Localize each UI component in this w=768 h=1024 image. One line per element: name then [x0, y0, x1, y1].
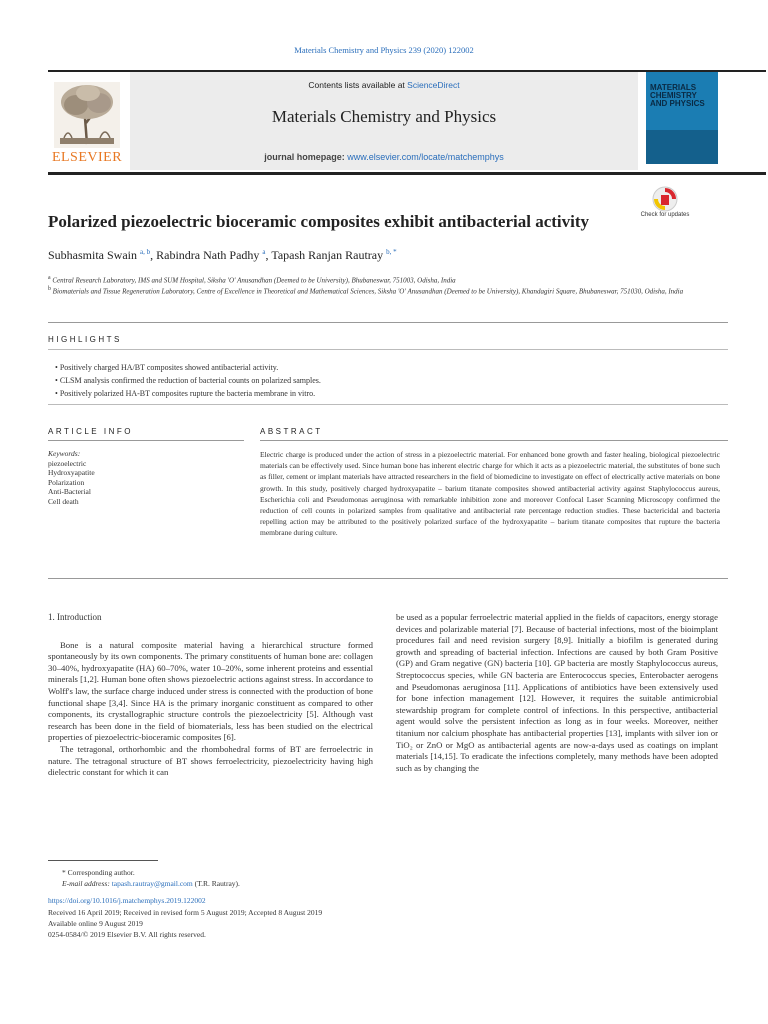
check-for-updates-label[interactable]: Check for updates — [640, 212, 690, 218]
corresponding-author-note: * Corresponding author. — [62, 868, 135, 877]
author-name[interactable]: Subhasmita Swain — [48, 248, 137, 262]
body-paragraph: The tetragonal, orthorhombic and the rhombohedral forms of BT are ferroelectric in nature. The tetragonal structure of BT shows ferroelectricity, piezoelectricity having high dielectric constant for which it can — [48, 743, 373, 778]
highlight-item: • Positively polarized HA-BT composites rupture the bacteria membrane in vitro. — [55, 389, 316, 398]
section-divider — [260, 440, 728, 441]
affiliation-mark: a — [48, 275, 51, 281]
elsevier-wordmark: ELSEVIER — [51, 150, 123, 165]
journal-reference-link[interactable]: Materials Chemistry and Physics 239 (2020) 122002 — [294, 45, 474, 55]
keywords-list — [48, 449, 244, 507]
body-column-left — [48, 612, 373, 779]
section-heading-introduction: 1. Introduction — [48, 612, 102, 622]
sciencedirect-link[interactable]: ScienceDirect — [407, 80, 460, 90]
doi-link[interactable]: https://doi.org/10.1016/j.matchemphys.2019.122002 — [48, 896, 206, 906]
author-list: Subhasmita Swain $^{a, b}$, Rabindra Nath Padhy $^a$, Tapash Ranjan Rautray $^{b, *}$ — [48, 248, 397, 262]
keywords-heading: Keywords: — [48, 449, 81, 458]
highlight-text: Positively charged HA/BT composites showed antibacterial activity. — [59, 363, 279, 372]
highlight-text: CLSM analysis confirmed the reduction of bacterial counts on polarized samples. — [59, 376, 321, 385]
highlight-item: • CLSM analysis confirmed the reduction of bacterial counts on polarized samples. — [55, 376, 321, 385]
email-line — [62, 878, 728, 889]
header-rule-bottom — [48, 172, 766, 175]
available-online-date: Available online 9 August 2019 — [48, 918, 143, 928]
cover-title: MATERIALS CHEMISTRY AND PHYSICS — [650, 83, 705, 108]
journal-homepage-link[interactable]: www.elsevier.com/locate/matchemphys — [347, 152, 504, 162]
contents-prefix: Contents lists available at — [308, 80, 408, 90]
body-paragraph: be used as a popular ferroelectric material applied in the fields of capacitors, energy storage devices and polarizable material [7]. Because of bacterial infections, most of the bioimplant procedures fail and need revision surgery [8,9]. Initially a biofilm is generated during growth and spreading of bacterial infection. Infections are caused by both Gram Positive (GP) and Gram negative (GN) bacteria [10]. GP bacteria are mostly Staphylococcus aureus, Streptococcus species, while GN bacteria are Enterococcus species, Enterobacter aerogens and Pseudomonas aeruginosa [11]. Applications of antibiotics have been extensively used for bone infection management [12]. However, it requires the suitable antimicrobial stewardship program for complete control of infections. In this perspective, antibacterial agent would solve the persistent infection as long as in four weeks. Moreover, neither titanium nor calcium phosphate has antibacterial properties [13], implants with silver ion or TiO₂ or ZnO or MgO as antibacterial agents are now-a-days used as coatings on implant materials [14,15]. To eradicate the infections completely, many methods have been adopted such as by changing the — [396, 612, 718, 773]
author-affiliation-mark[interactable]: b, * — [386, 248, 397, 256]
section-divider — [48, 578, 728, 579]
highlights-heading: HIGHLIGHTS — [48, 335, 122, 344]
keyword[interactable]: Anti-Bacterial — [48, 487, 91, 497]
section-divider — [48, 440, 244, 441]
section-divider — [48, 404, 728, 405]
abstract-body: Electric charge is produced under the action of stress in a piezoelectric material. For enhanced bone growth and faster healing, biological piezoelectric materials can be effectively used. Since human bone has inherent electric charge for which it acts as a piezoelectric material, the substitutes of bone such as filler, cement or implant materials have attracted researchers in the field of biomedicine to investigate on effect of electrically active materials on bone growth. In this study, positively charged hydroxyapatite – barium titanate composites showed antibacterial activity against Staphylococcus aureus, Escherichia coli and Pseudomonas aeruginosa with remarkable inhibition zone and moreover Confocal Laser Scanning Microscopy confirmed the reduction of cell counts in polarized samples from qualitative and antibacterial rate percentage reduction studies. These bactericidal and bacteria repelling action may be attributed to the positively polarized surface of the hydroxyapatite – barium titanate composites that rupture the bacteria membrane during culture. — [260, 450, 720, 538]
email-label: E-mail address: — [62, 879, 112, 889]
author-name[interactable]: Rabindra Nath Padhy — [156, 248, 260, 262]
article-title: Polarized piezoelectric bioceramic composites exhibit antibacterial activity — [48, 212, 590, 231]
highlight-text: Positively polarized HA-BT composites rupture the bacteria membrane in vitro. — [59, 389, 316, 398]
abstract-heading: ABSTRACT — [260, 427, 323, 436]
copyright-line: 0254-0584/© 2019 Elsevier B.V. All rights reserved. — [48, 930, 206, 940]
keyword[interactable]: Cell death — [48, 496, 79, 506]
cover-image-strip — [646, 130, 718, 164]
body-paragraph: Bone is a natural composite material having a hierarchical structure formed spontaneously by its own components. The primary constituents of human bone are: collagen 30–40%, hydroxyapatite (HA) 60–70%, water 10–20%, some inherent proteins and essential minerals [1,2]. Human bone often shows piezoelectric actions against stress. In accordance to Wolff's law, the surface charge induced under stress is connected with the production of bone functional shape [3,4]. Since HA is the primary inorganic constituent as compared to other components, its crystallographic structure controls the piezoelectricity [5]. Although vast research has been done in the field of biomaterials, less has been studied on the electrical properties of piezoelectric-bioceramic composites [6]. — [48, 639, 373, 743]
body-column-right — [396, 612, 718, 774]
email-link[interactable]: tapash.rautray@gmail.com — [111, 879, 193, 889]
highlight-item: • Positively charged HA/BT composites showed antibacterial activity. — [55, 363, 279, 372]
author-affiliation-mark[interactable]: a — [262, 248, 266, 256]
affiliation-mark: b — [48, 286, 51, 292]
affiliation-text: Central Research Laboratory, IMS and SUM Hospital, Siksha 'O' Anusandhan (Deemed to be University), Bhubaneswar, 751003, Odisha, India — [52, 276, 456, 285]
received-dates: Received 16 April 2019; Received in revised form 5 August 2019; Accepted 8 August 2019 — [48, 907, 323, 917]
journal-homepage-line — [130, 152, 638, 162]
homepage-label: journal homepage: — [264, 152, 348, 162]
keyword[interactable]: Polarization — [48, 477, 85, 487]
affiliation-text: Biomaterials and Tissue Regeneration Laboratory, Centre of Excellence in Theoretical and Mathematical Sciences, Siksha 'O' Anusandhan (Deemed to be University), Khandagiri Square, Bhubaneswar, 751030, Odisha, India — [52, 287, 684, 296]
check-for-updates-icon[interactable] — [648, 186, 682, 230]
journal-title: Materials Chemistry and Physics — [271, 107, 497, 126]
footnote-rule — [48, 860, 158, 861]
journal-cover-thumbnail[interactable] — [646, 72, 718, 164]
keyword[interactable]: Hydroxyapatite — [48, 468, 95, 478]
keyword[interactable]: piezoelectric — [48, 458, 87, 468]
author-affiliation-mark[interactable]: a, b — [140, 248, 151, 256]
email-suffix: (T.R. Rautray). — [192, 879, 240, 889]
article-info-heading: ARTICLE INFO — [48, 427, 133, 436]
section-divider — [48, 349, 728, 350]
contents-available-line — [130, 80, 638, 90]
section-divider — [48, 322, 728, 323]
author-name[interactable]: Tapash Ranjan Rautray — [271, 248, 384, 262]
footnotes — [48, 867, 728, 940]
affiliation-b — [48, 284, 728, 296]
